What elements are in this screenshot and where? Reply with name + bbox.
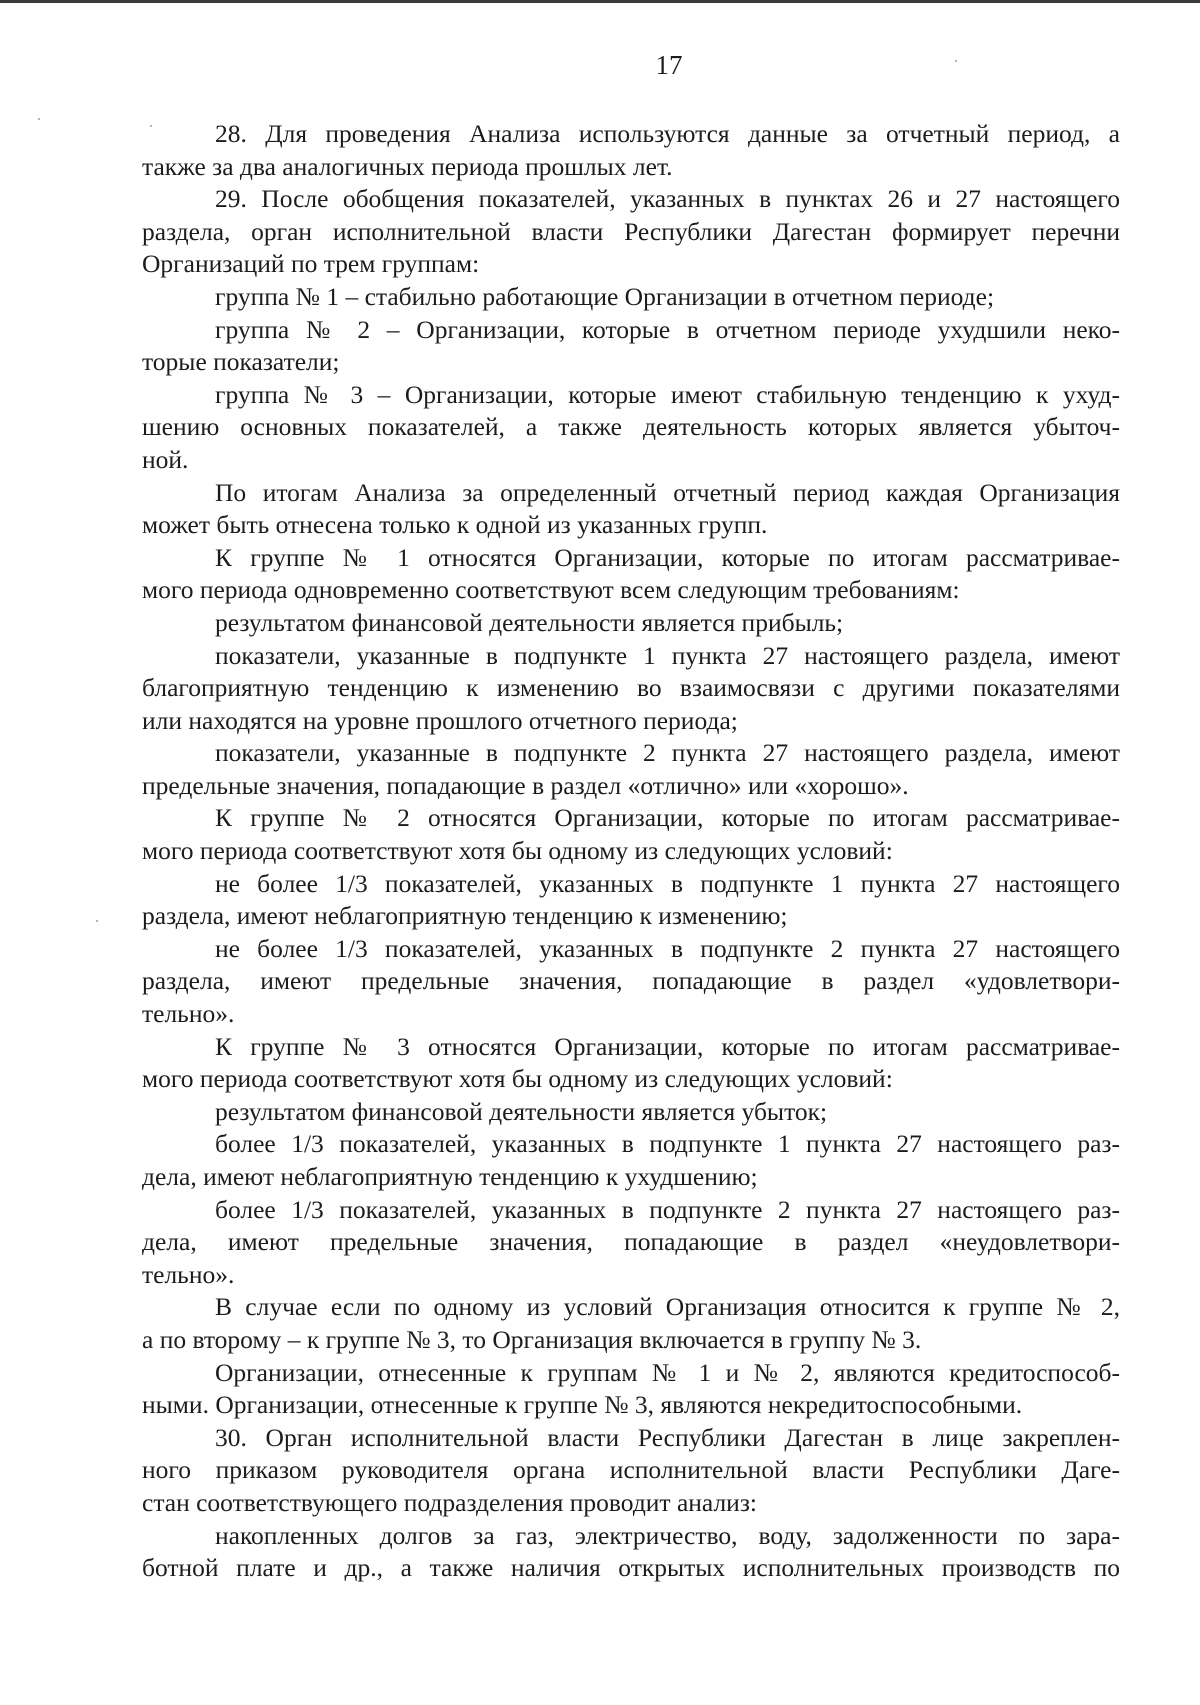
text-line: а по второму – к группе № 3, то Организация включается в группу № 3. <box>142 1324 922 1354</box>
text-line: показатели, указанные в подпункте 2 пункта 27 настоящего раздела, имеют <box>215 738 1120 768</box>
text-line: ного приказом руководителя органа исполнительной власти Республики Даге- <box>142 1455 1120 1485</box>
text-line: дела, имеют предельные значения, попадающие в раздел «неудовлетвори- <box>142 1227 1120 1257</box>
paragraph <box>142 1291 1120 1356</box>
scan-border <box>0 0 1200 3</box>
text-line: результатом финансовой деятельности является убыток; <box>215 1096 828 1126</box>
paragraph <box>142 314 1120 379</box>
text-line: 28. Для проведения Анализа используются данные за отчетный период, а <box>215 119 1120 148</box>
text-line: стан соответствующего подразделения проводит анализ: <box>142 1487 757 1517</box>
paragraph <box>142 183 1120 281</box>
paragraph <box>142 737 1120 802</box>
paragraph <box>142 1128 1120 1193</box>
paragraph <box>142 802 1120 867</box>
text-line: 30. Орган исполнительной власти Республики Дагестан в лице закреплен- <box>215 1422 1120 1452</box>
text-line: раздела, имеют неблагоприятную тенденцию к изменению; <box>142 901 788 931</box>
text-line: благоприятную тенденцию к изменению во взаимосвязи с другими показателями <box>142 673 1120 703</box>
paragraph <box>142 607 1120 640</box>
text-line: не более 1/3 показателей, указанных в подпункте 2 пункта 27 настоящего <box>215 933 1120 963</box>
scan-speck <box>150 125 152 127</box>
paragraph <box>142 477 1120 542</box>
paragraph <box>142 118 1120 183</box>
paragraph <box>142 379 1120 477</box>
text-line: результатом финансовой деятельности является прибыль; <box>215 607 844 637</box>
text-line: накопленных долгов за газ, электричество, воду, задолженности по зара- <box>215 1520 1120 1550</box>
text-line: торые показатели; <box>142 347 340 377</box>
text-line: По итогам Анализа за определенный отчетный период каждая Организация <box>215 477 1120 507</box>
page-number: 17 <box>655 50 683 80</box>
text-line: мого периода одновременно соответствуют всем следующим требованиям: <box>142 575 960 605</box>
paragraph <box>142 281 1120 314</box>
text-line: или находятся на уровне прошлого отчетного периода; <box>142 705 738 735</box>
text-line: К группе № 1 относятся Организации, которые по итогам рассматривае- <box>215 542 1120 572</box>
text-line: группа № 3 – Организации, которые имеют стабильную тенденцию к ухуд- <box>215 379 1120 409</box>
paragraph <box>142 1422 1120 1520</box>
text-line: К группе № 2 относятся Организации, которые по итогам рассматривае- <box>215 803 1120 833</box>
text-line: тельно». <box>142 999 235 1029</box>
text-line: ной. <box>142 444 189 474</box>
paragraph <box>142 542 1120 607</box>
paragraph <box>142 1096 1120 1129</box>
scan-speck <box>96 920 98 922</box>
text-line: может быть отнесена только к одной из указанных групп. <box>142 510 768 540</box>
text-line: Организации, отнесенные к группам № 1 и № 2, являются кредитоспособ- <box>215 1357 1120 1387</box>
scan-speck <box>38 118 40 120</box>
text-line: шению основных показателей, а также деятельность которых является убыточ- <box>142 412 1120 442</box>
paragraph <box>142 1520 1120 1585</box>
text-line: также за два аналогичных периода прошлых лет. <box>142 151 673 181</box>
document-body <box>142 118 1120 1585</box>
text-line: ными. Организации, отнесенные к группе № 3, являются некредитоспособными. <box>142 1390 1023 1420</box>
paragraph <box>142 1031 1120 1096</box>
text-line: группа № 1 – стабильно работающие Организации в отчетном периоде; <box>215 281 995 311</box>
paragraph <box>142 1357 1120 1422</box>
text-line: раздела, орган исполнительной власти Республики Дагестан формирует перечни <box>142 216 1120 246</box>
text-line: Организаций по трем группам: <box>142 249 480 279</box>
text-line: более 1/3 показателей, указанных в подпункте 1 пункта 27 настоящего раз- <box>215 1129 1120 1159</box>
text-line: группа № 2 – Организации, которые в отчетном периоде ухудшили неко- <box>215 314 1120 344</box>
paragraph <box>142 640 1120 738</box>
text-line: мого периода соответствуют хотя бы одному из следующих условий: <box>142 1064 893 1094</box>
text-line: мого периода соответствуют хотя бы одному из следующих условий: <box>142 836 893 866</box>
text-line: ботной плате и др., а также наличия открытых исполнительных производств по <box>142 1553 1120 1583</box>
text-line: тельно». <box>142 1259 235 1289</box>
scan-speck <box>955 60 957 62</box>
text-line: более 1/3 показателей, указанных в подпункте 2 пункта 27 настоящего раз- <box>215 1194 1120 1224</box>
text-line: К группе № 3 относятся Организации, которые по итогам рассматривае- <box>215 1031 1120 1061</box>
text-line: предельные значения, попадающие в раздел «отлично» или «хорошо». <box>142 770 909 800</box>
text-line: В случае если по одному из условий Организация относится к группе № 2, <box>215 1292 1120 1322</box>
text-line: 29. После обобщения показателей, указанных в пунктах 26 и 27 настоящего <box>215 184 1120 214</box>
paragraph <box>142 933 1120 1031</box>
text-line: раздела, имеют предельные значения, попадающие в раздел «удовлетвори- <box>142 966 1120 996</box>
paragraph <box>142 868 1120 933</box>
paragraph <box>142 1194 1120 1292</box>
text-line: показатели, указанные в подпункте 1 пункта 27 настоящего раздела, имеют <box>215 640 1120 670</box>
text-line: не более 1/3 показателей, указанных в подпункте 1 пункта 27 настоящего <box>215 868 1120 898</box>
text-line: дела, имеют неблагоприятную тенденцию к ухудшению; <box>142 1162 758 1191</box>
